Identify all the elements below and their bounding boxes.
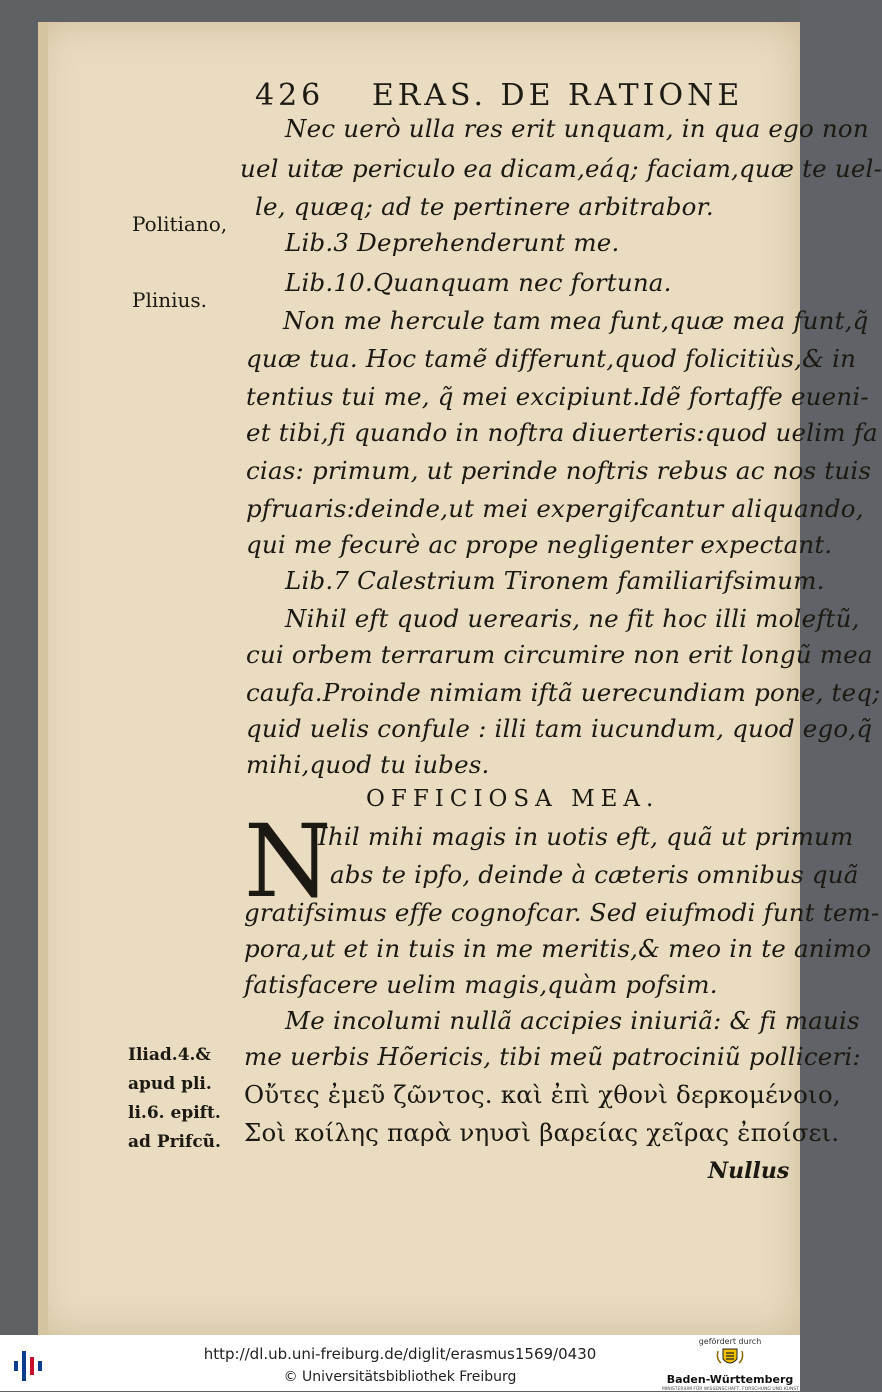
text-line: Lib.3 Deprehenderunt me.	[285, 228, 620, 257]
text-line: tentius tui me, q̃ mei excipiunt.Idẽ fortaffe eueni-	[246, 382, 869, 411]
copyright-notice: © Universitätsbibliothek Freiburg	[283, 1369, 517, 1385]
text-line: Lib.10.Quanquam nec fortuna.	[285, 268, 672, 297]
text-line: Ihil mihi magis in uotis eft, quã ut primum	[318, 822, 854, 851]
running-head	[255, 78, 744, 113]
text-line: le, quæq; ad te pertinere arbitrabor.	[255, 192, 714, 221]
greek-line: Οὔτες ἐμεῦ ζῶντος. καὶ ἐπὶ χθονὶ δερκομένοιο,	[244, 1080, 841, 1109]
margin-note-iliad-3: li.6. epift.	[128, 1103, 221, 1123]
text-line: fatisfacere uelim magis,quàm pofsim.	[244, 970, 718, 999]
margin-note-iliad-1: Iliad.4.&	[128, 1045, 211, 1065]
permalink-url[interactable]: http://dl.ub.uni-freiburg.de/diglit/erasmus1569/0430	[203, 1345, 597, 1363]
text-line: cui orbem terrarum circumire non erit longũ mea	[246, 640, 873, 669]
text-line: cias: primum, ut perinde noftris rebus ac nos tuis	[246, 456, 872, 485]
page-number: 426	[255, 78, 325, 113]
text-line: me uerbis Hõericis, tibi meũ patrociniũ polliceri:	[244, 1042, 861, 1071]
sponsor-label: gefördert durch	[698, 1337, 762, 1346]
text-line: gratifsimus effe cognofcar. Sed eiufmodi funt tem-	[244, 898, 880, 927]
margin-note-iliad-2: apud pli.	[128, 1074, 212, 1094]
sponsor-ministry: MINISTERIUM FÜR WISSENSCHAFT, FORSCHUNG UND KUNST	[662, 1387, 799, 1392]
text-line: qui me fecurè ac prope negligenter expectant.	[246, 530, 833, 559]
text-line: Nihil eft quod uerearis, ne fit hoc illi moleftũ,	[285, 604, 860, 633]
page-edge	[38, 22, 48, 1335]
text-line: Non me hercule tam mea funt,quæ mea funt,q̃	[283, 306, 869, 335]
text-line: quæ tua. Hoc tamẽ differunt,quod folicitiùs,& in	[246, 344, 857, 373]
sponsor-logo	[662, 1337, 799, 1392]
text-line: quid uelis confule : illi tam iucundum, quod ego,q̃	[246, 714, 873, 743]
drop-cap: N	[244, 803, 332, 920]
text-line: Me incolumi nullã accipies iniuriã: & fi mauis	[285, 1006, 860, 1035]
text-line: caufa.Proinde nimiam iftã uerecundiam pone, teq;	[246, 678, 881, 707]
viewer-footer	[0, 1335, 800, 1391]
coat-of-arms-icon	[715, 1347, 745, 1369]
text-line: Nec uerò ulla res erit unquam, in qua ego non	[285, 114, 869, 143]
margin-note-politiano: Politiano,	[132, 212, 228, 236]
section-heading: OFFICIOSA MEA.	[366, 786, 660, 812]
text-line: et tibi,fi quando in noftra diuerteris:quod uelim fa	[246, 418, 878, 447]
text-line: mihi,quod tu iubes.	[246, 750, 490, 779]
sponsor-name: Baden-Württemberg	[666, 1373, 794, 1386]
catchword: Nullus	[708, 1158, 790, 1184]
running-title: ERAS. DE RATIONE	[371, 78, 744, 113]
text-line: pfruaris:deinde,ut mei expergifcantur aliquando,	[246, 494, 864, 523]
text-line: Lib.7 Calestrium Tironem familiarifsimum.	[285, 566, 825, 595]
text-line: pora,ut et in tuis in me meritis,& meo in te animo	[244, 934, 872, 963]
greek-line: Σοὶ κοίλης παρὰ νηυσὶ βαρείας χεῖρας ἐποίσει.	[244, 1118, 840, 1147]
text-line: uel uitæ periculo ea dicam,eáq; faciam,quæ te uel-	[240, 154, 882, 183]
text-line: abs te ipfo, deinde à cæteris omnibus quã	[330, 860, 859, 889]
margin-note-iliad-4: ad Prifcũ.	[128, 1132, 221, 1152]
margin-note-plinius: Plinius.	[132, 288, 208, 312]
